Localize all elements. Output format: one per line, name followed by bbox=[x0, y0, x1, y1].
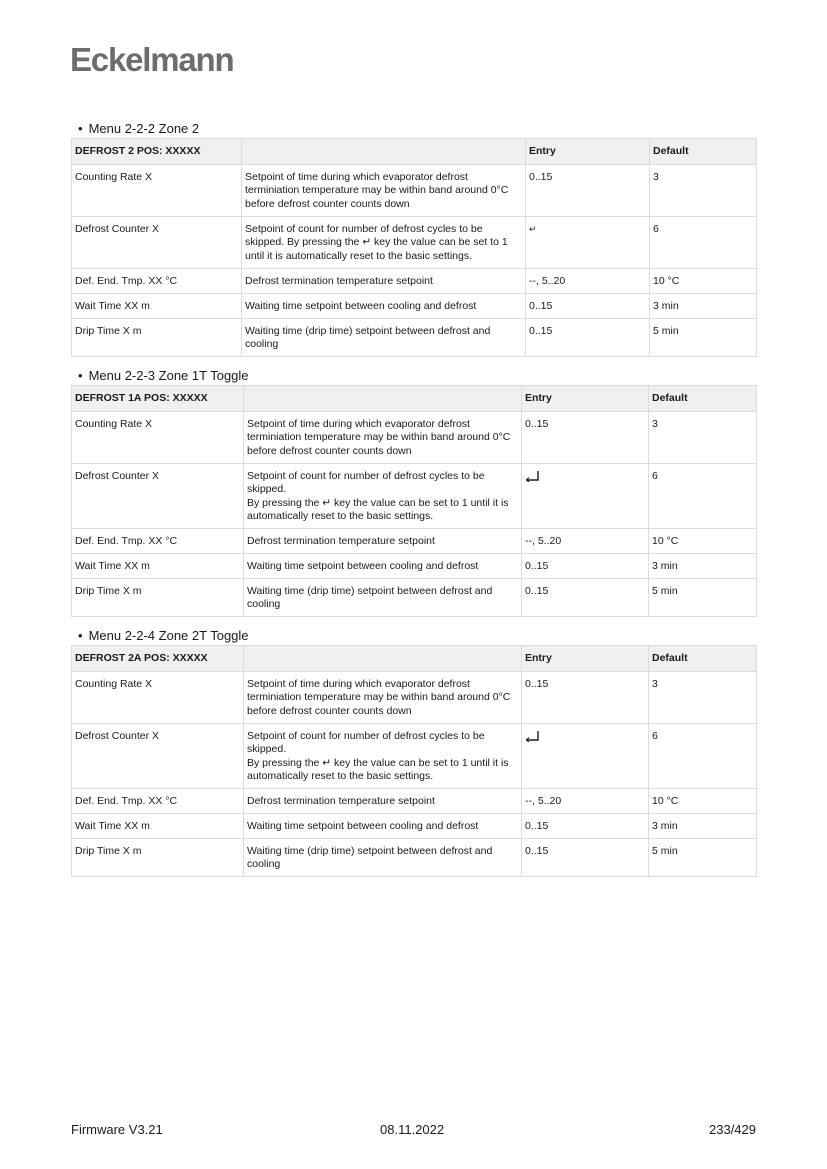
table-row: Counting Rate X Setpoint of time during which evaporator defrost terminiation temperature may be within band around 0°C before defrost counter counts down 0..15 3 bbox=[72, 412, 757, 464]
table-row: Drip Time X m Waiting time (drip time) setpoint between defrost and cooling 0..15 5 min bbox=[72, 839, 757, 877]
table-row: Defrost Counter X Setpoint of count for number of defrost cycles to be skipped. By pressing the ↵ key the value can be set to 1 until it is automatically reset to the basic settings. ↵ 6 bbox=[72, 217, 757, 269]
table-row: Def. End. Tmp. XX °C Defrost termination temperature setpoint --, 5..20 10 °C bbox=[72, 789, 757, 814]
table-header bbox=[72, 646, 757, 672]
table-row: Wait Time XX m Waiting time setpoint between cooling and defrost 0..15 3 min bbox=[72, 814, 757, 839]
table-row: Def. End. Tmp. XX °C Defrost termination temperature setpoint --, 5..20 10 °C bbox=[72, 269, 757, 294]
table-row: Def. End. Tmp. XX °C Defrost termination temperature setpoint --, 5..20 10 °C bbox=[72, 529, 757, 554]
default-header: Default bbox=[650, 139, 757, 165]
table-title: DEFROST 1A POS: XXXXX bbox=[72, 386, 244, 412]
default-header: Default bbox=[649, 646, 757, 672]
entry-header: Entry bbox=[526, 139, 650, 165]
table-row: Counting Rate X Setpoint of time during which evaporator defrost terminiation temperature may be within band around 0°C before defrost counter counts down 0..15 3 bbox=[72, 165, 757, 217]
table-row: Wait Time XX m Waiting time setpoint between cooling and defrost 0..15 3 min bbox=[72, 554, 757, 579]
table-row: Drip Time X m Waiting time (drip time) setpoint between defrost and cooling 0..15 5 min bbox=[72, 579, 757, 617]
table-row: Counting Rate X Setpoint of time during which evaporator defrost terminiation temperature may be within band around 0°C before defrost counter counts down 0..15 3 bbox=[72, 672, 757, 724]
table-row: Defrost Counter X Setpoint of count for number of defrost cycles to be skipped. By pressing the ↵ key the value can be set to 1 until it is automatically reset to the basic settings. 6 bbox=[72, 724, 757, 789]
entry-header: Entry bbox=[522, 646, 649, 672]
parameter-table bbox=[71, 138, 757, 357]
default-header: Default bbox=[649, 386, 757, 412]
footer-firmware: Firmware V3.21 bbox=[71, 1122, 163, 1137]
section-zone-2 bbox=[71, 120, 756, 357]
section-zone-2t-toggle bbox=[71, 627, 756, 877]
section-heading: • Menu 2-2-2 Zone 2 bbox=[78, 121, 200, 136]
footer-date: 08.11.2022 bbox=[380, 1122, 445, 1137]
table-row: Drip Time X m Waiting time (drip time) setpoint between defrost and cooling 0..15 5 min bbox=[72, 319, 757, 357]
parameter-table bbox=[71, 645, 757, 877]
enter-key-icon bbox=[525, 470, 539, 482]
enter-key-icon bbox=[525, 730, 539, 742]
section-zone-1t-toggle bbox=[71, 367, 756, 617]
entry-header: Entry bbox=[522, 386, 649, 412]
section-heading: • Menu 2-2-4 Zone 2T Toggle bbox=[78, 628, 249, 643]
table-title: DEFROST 2 POS: XXXXX bbox=[72, 139, 242, 165]
brand-logo: Eckelmann bbox=[70, 41, 234, 78]
table-header bbox=[72, 139, 757, 165]
footer-page-number: 233/429 bbox=[709, 1122, 756, 1137]
section-heading: • Menu 2-2-3 Zone 1T Toggle bbox=[78, 368, 249, 383]
table-row: Defrost Counter X Setpoint of count for number of defrost cycles to be skipped. By pressing the ↵ key the value can be set to 1 until it is automatically reset to the basic settings. 6 bbox=[72, 464, 757, 529]
table-title: DEFROST 2A POS: XXXXX bbox=[72, 646, 244, 672]
table-header bbox=[72, 386, 757, 412]
parameter-table bbox=[71, 385, 757, 617]
table-row: Wait Time XX m Waiting time setpoint between cooling and defrost 0..15 3 min bbox=[72, 294, 757, 319]
